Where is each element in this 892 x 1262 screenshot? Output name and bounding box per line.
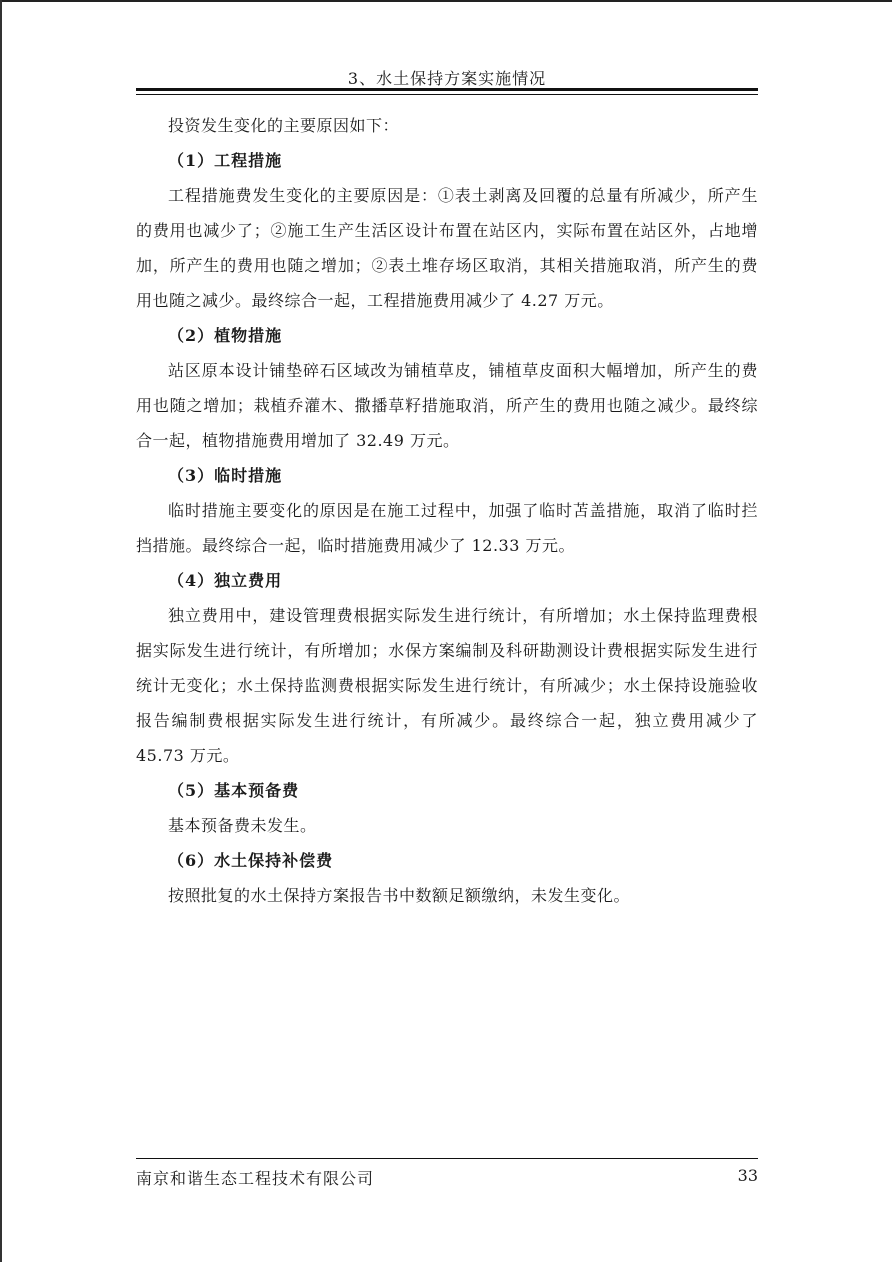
header-rule-thin <box>136 94 758 95</box>
page-left-edge <box>0 0 2 1262</box>
document-body <box>136 108 758 913</box>
intro-paragraph: 投资发生变化的主要原因如下： <box>168 116 400 135</box>
header-rule-thick <box>136 88 758 91</box>
section-heading-independent-costs: （4）独立费用 <box>168 571 283 590</box>
engineering-measures-paragraph: 工程措施费发生变化的主要原因是：①表土剥离及回覆的总量有所减少，所产生的费用也减少了；②施工生产生活区设计布置在站区内，实际布置在站区外，占地增加，所产生的费用也随之增加；②表土堆存场区取消，其相关措施取消，所产生的费用也随之减少。最终综合一起，工程措施费用减少了 4.27 万元。 <box>136 186 758 310</box>
footer-rule <box>136 1158 758 1159</box>
section-heading-compensation-fee: （6）水土保持补偿费 <box>168 851 334 870</box>
section-heading-basic-reserve: （5）基本预备费 <box>168 781 300 800</box>
page-number: 33 <box>737 1166 758 1185</box>
running-header-title: 3、水土保持方案实施情况 <box>347 69 547 88</box>
page-top-edge <box>0 0 892 2</box>
footer-company-name: 南京和谐生态工程技术有限公司 <box>136 1169 375 1188</box>
section-heading-vegetation-measures: （2）植物措施 <box>168 326 283 345</box>
vegetation-measures-paragraph: 站区原本设计铺垫碎石区域改为铺植草皮，铺植草皮面积大幅增加，所产生的费用也随之增加；栽植乔灌木、撒播草籽措施取消，所产生的费用也随之减少。最终综合一起，植物措施费用增加了 32.49 万元。 <box>136 361 758 450</box>
independent-costs-paragraph: 独立费用中，建设管理费根据实际发生进行统计，有所增加；水土保持监理费根据实际发生进行统计，有所增加；水保方案编制及科研勘测设计费根据实际发生进行统计无变化；水土保持监测费根据实际发生进行统计，有所减少；水土保持设施验收报告编制费根据实际发生进行统计，有所减少。最终综合一起，独立费用减少了 45.73 万元。 <box>136 606 758 765</box>
basic-reserve-paragraph: 基本预备费未发生。 <box>168 816 317 835</box>
section-heading-engineering-measures: （1）工程措施 <box>168 151 283 170</box>
section-heading-temporary-measures: （3）临时措施 <box>168 466 283 485</box>
temporary-measures-paragraph: 临时措施主要变化的原因是在施工过程中，加强了临时苫盖措施，取消了临时拦挡措施。最终综合一起，临时措施费用减少了 12.33 万元。 <box>136 501 758 555</box>
compensation-fee-paragraph: 按照批复的水土保持方案报告书中数额足额缴纳，未发生变化。 <box>168 886 631 905</box>
